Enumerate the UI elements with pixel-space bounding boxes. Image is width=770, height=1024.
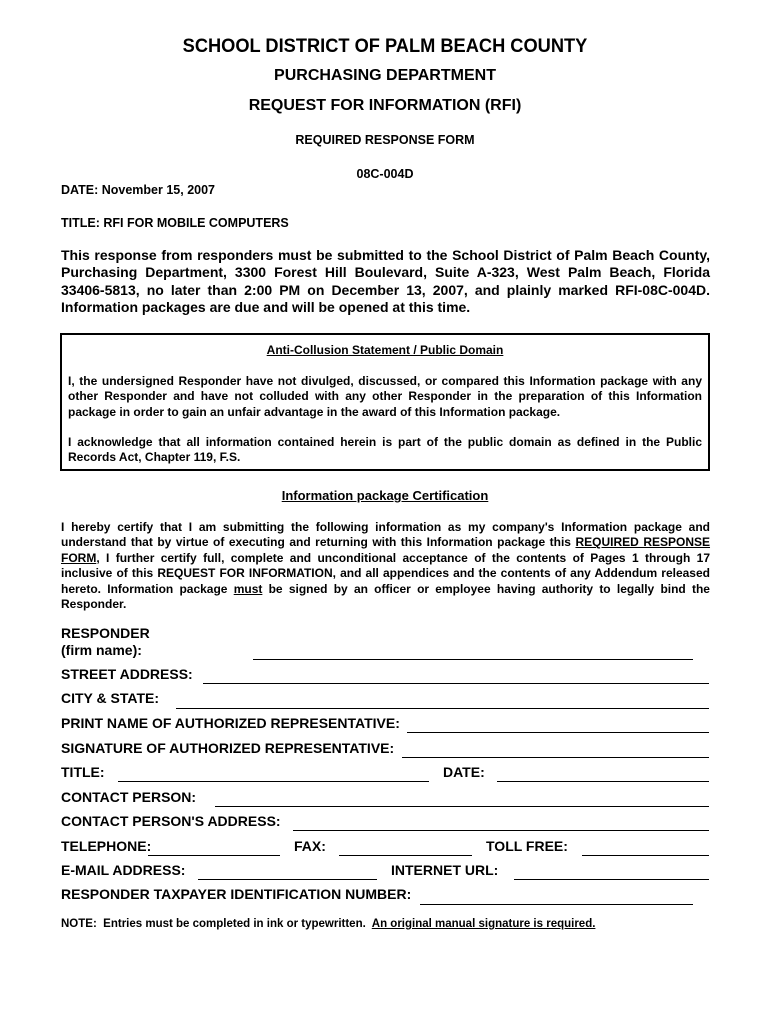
signature-requirement: An original manual signature is required. bbox=[371, 918, 596, 930]
intro-paragraph: This response from responders must be submitted to the School District of Palm Beach County, Purchasing Department, 3300 Forest Hill Boulevard, Suite A-323, West Palm Beach, Florida 33406-5813, no later than 2:00 PM on December 13, 2007, and plainly marked RFI-08C-004D. Information packages are due and will be opened at this time. bbox=[61, 247, 710, 315]
page-title: SCHOOL DISTRICT OF PALM BEACH COUNTY bbox=[182, 36, 588, 57]
note: NOTE: Entries must be completed in ink or typewritten. An original manual signature is required. bbox=[61, 918, 596, 930]
toll-free-field[interactable] bbox=[582, 855, 709, 856]
print-name-field[interactable] bbox=[407, 732, 709, 733]
email-field[interactable] bbox=[198, 879, 377, 880]
responder-label: RESPONDER bbox=[61, 625, 150, 641]
street-address-label: STREET ADDRESS: bbox=[61, 666, 193, 682]
fax-label: FAX: bbox=[294, 838, 326, 854]
toll-free-label: TOLL FREE: bbox=[486, 838, 568, 854]
firm-name-label: (firm name): bbox=[61, 642, 142, 658]
city-state-label: CITY & STATE: bbox=[61, 690, 159, 706]
signature-label: SIGNATURE OF AUTHORIZED REPRESENTATIVE: bbox=[61, 740, 395, 756]
certification-heading: Information package Certification bbox=[281, 488, 489, 503]
title-label: TITLE: bbox=[61, 764, 105, 780]
document-type-heading: REQUEST FOR INFORMATION (RFI) bbox=[248, 97, 522, 114]
required-response-form-ref: REQUIRED RESPONSE FORM bbox=[61, 535, 711, 565]
anticollusion-heading: Anti-Collusion Statement / Public Domain bbox=[266, 343, 504, 357]
form-number: 08C-004D bbox=[356, 167, 414, 181]
document-title: TITLE: RFI FOR MOBILE COMPUTERS bbox=[61, 216, 289, 230]
signature-field[interactable] bbox=[402, 757, 709, 758]
certification-paragraph: I hereby certify that I am submitting the following information as my company's Information package and understand that by virtue of executing and returning with this Information package this REQUIRED RESPONSE FORM, I further certify full, complete and unconditional acceptance of the contents of Pages 1 through 17 inclusive of this REQUEST FOR INFORMATION, and all appendices and the contents of any Addendum released hereto. Information package must be signed by an officer or employee having authority to legally bind the Responder. bbox=[61, 520, 711, 612]
contact-person-label: CONTACT PERSON: bbox=[61, 789, 197, 805]
anticollusion-statement: I, the undersigned Responder have not divulged, discussed, or compared this Information package with any other Responder and have not colluded with any other Responder in the preparation of this Information package in order to gain an unfair advantage in the award of this Information package. bbox=[68, 374, 702, 419]
title-field[interactable] bbox=[118, 781, 429, 782]
email-label: E-MAIL ADDRESS: bbox=[61, 862, 186, 878]
internet-url-field[interactable] bbox=[514, 879, 709, 880]
telephone-field[interactable] bbox=[148, 855, 280, 856]
firm-name-field[interactable] bbox=[253, 659, 693, 660]
contact-person-field[interactable] bbox=[215, 806, 709, 807]
date-label: DATE: bbox=[443, 764, 485, 780]
fax-field[interactable] bbox=[339, 855, 472, 856]
form-name: REQUIRED RESPONSE FORM bbox=[295, 133, 475, 147]
street-address-field[interactable] bbox=[203, 683, 709, 684]
city-state-field[interactable] bbox=[176, 708, 709, 709]
print-name-label: PRINT NAME OF AUTHORIZED REPRESENTATIVE: bbox=[61, 715, 400, 731]
contact-address-label: CONTACT PERSON'S ADDRESS: bbox=[61, 813, 281, 829]
document-date: DATE: November 15, 2007 bbox=[61, 183, 215, 197]
contact-address-field[interactable] bbox=[293, 830, 709, 831]
taxpayer-id-field[interactable] bbox=[420, 904, 693, 905]
taxpayer-id-label: RESPONDER TAXPAYER IDENTIFICATION NUMBER: bbox=[61, 886, 412, 902]
internet-url-label: INTERNET URL: bbox=[391, 862, 499, 878]
must-emphasis: must bbox=[233, 581, 263, 596]
telephone-label: TELEPHONE: bbox=[61, 838, 152, 854]
public-domain-statement: I acknowledge that all information contained herein is part of the public domain as defined in the Public Records Act, Chapter 119, F.S. bbox=[68, 435, 702, 465]
date-field[interactable] bbox=[497, 781, 709, 782]
department-heading: PURCHASING DEPARTMENT bbox=[274, 67, 496, 84]
